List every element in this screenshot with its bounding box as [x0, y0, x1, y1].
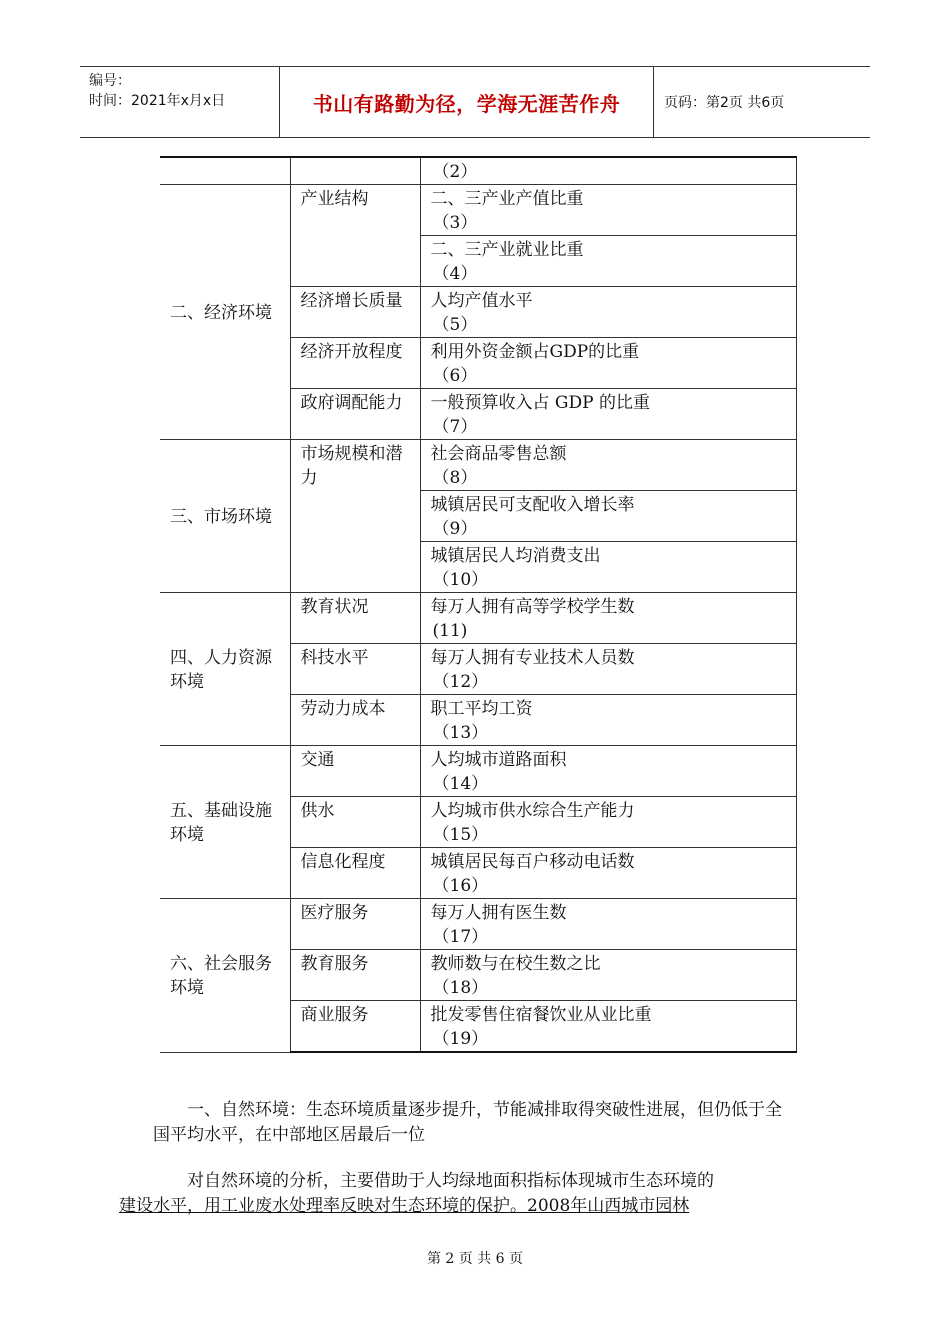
indicator-cell: 每万人拥有医生数 （17） [420, 899, 797, 950]
paragraph-line-underlined: 建设水平，用工业废水处理率反映对生态环境的保护。2008年山西城市园林 [119, 1196, 690, 1216]
body-paragraph-natural-env: 一、自然环境：生态环境质量逐步提升，节能减排取得突破性进展，但仍低于全国平均水平，在中部地区居最后一位 [153, 1100, 782, 1145]
indicator-table [160, 156, 797, 1053]
indicator-cell: 批发零售住宿餐饮业从业比重 （19） [420, 1001, 797, 1053]
indicator-cell: 一般预算收入占 GDP 的比重 （7） [420, 389, 797, 440]
indicator-cell: 城镇居民每百户移动电话数 （16） [420, 848, 797, 899]
table-row [160, 746, 797, 797]
header-page-label: 页码：第2页 共6页 [664, 95, 785, 111]
category-cell: 三、市场环境 [160, 440, 290, 593]
subcategory-cell: 供水 [290, 797, 420, 848]
indicator-cell: 城镇居民可支配收入增长率 （9） [420, 491, 797, 542]
indicator-cell: 教师数与在校生数之比 （18） [420, 950, 797, 1001]
table-row [160, 593, 797, 644]
table-row [160, 899, 797, 950]
paragraph-line: 对自然环境的分析，主要借助于人均绿地面积指标体现城市生态环境的 [187, 1171, 714, 1191]
body-paragraph-analysis [119, 1169, 793, 1219]
subcategory-cell: 经济开放程度 [290, 338, 420, 389]
indicator-cell: 每万人拥有专业技术人员数 （12） [420, 644, 797, 695]
table-row [160, 157, 797, 185]
category-cell: 二、经济环境 [160, 185, 290, 440]
indicator-cell: 社会商品零售总额 （8） [420, 440, 797, 491]
header-motto: 书山有路勤为径，学海无涯苦作舟 [280, 67, 654, 137]
indicator-cell: 每万人拥有高等学校学生数 (11) [420, 593, 797, 644]
header-time-label: 时间：2021年x月x日 [89, 93, 226, 109]
table-cell-number: （2） [420, 157, 797, 185]
table-row [160, 440, 797, 491]
subcategory-cell: 劳动力成本 [290, 695, 420, 746]
subcategory-cell: 产业结构 [290, 185, 420, 287]
subcategory-cell: 教育服务 [290, 950, 420, 1001]
indicator-cell: 利用外资金额占GDP的比重 （6） [420, 338, 797, 389]
page-footer: 第 2 页 共 6 页 [426, 1251, 524, 1267]
indicator-cell: 人均城市供水综合生产能力 （15） [420, 797, 797, 848]
header-code-label: 编号： [89, 73, 131, 89]
subcategory-cell: 交通 [290, 746, 420, 797]
category-cell: 六、社会服务环境 [160, 899, 290, 1053]
subcategory-cell: 商业服务 [290, 1001, 420, 1053]
table-cell-empty [160, 157, 290, 185]
indicator-cell: 二、三产业就业比重 （4） [420, 236, 797, 287]
subcategory-cell: 医疗服务 [290, 899, 420, 950]
subcategory-cell: 教育状况 [290, 593, 420, 644]
header-meta [80, 67, 280, 137]
table-cell-empty [290, 157, 420, 185]
subcategory-cell: 信息化程度 [290, 848, 420, 899]
subcategory-cell: 经济增长质量 [290, 287, 420, 338]
subcategory-cell: 科技水平 [290, 644, 420, 695]
subcategory-cell: 政府调配能力 [290, 389, 420, 440]
indicator-cell: 人均城市道路面积 （14） [420, 746, 797, 797]
category-cell: 四、人力资源环境 [160, 593, 290, 746]
indicator-cell: 城镇居民人均消费支出 （10） [420, 542, 797, 593]
indicator-cell: 二、三产业产值比重 （3） [420, 185, 797, 236]
table-row [160, 185, 797, 236]
indicator-cell: 职工平均工资 （13） [420, 695, 797, 746]
page-header [80, 66, 870, 138]
indicator-cell: 人均产值水平 （5） [420, 287, 797, 338]
subcategory-cell: 市场规模和潜力 [290, 440, 420, 593]
category-cell: 五、基础设施环境 [160, 746, 290, 899]
